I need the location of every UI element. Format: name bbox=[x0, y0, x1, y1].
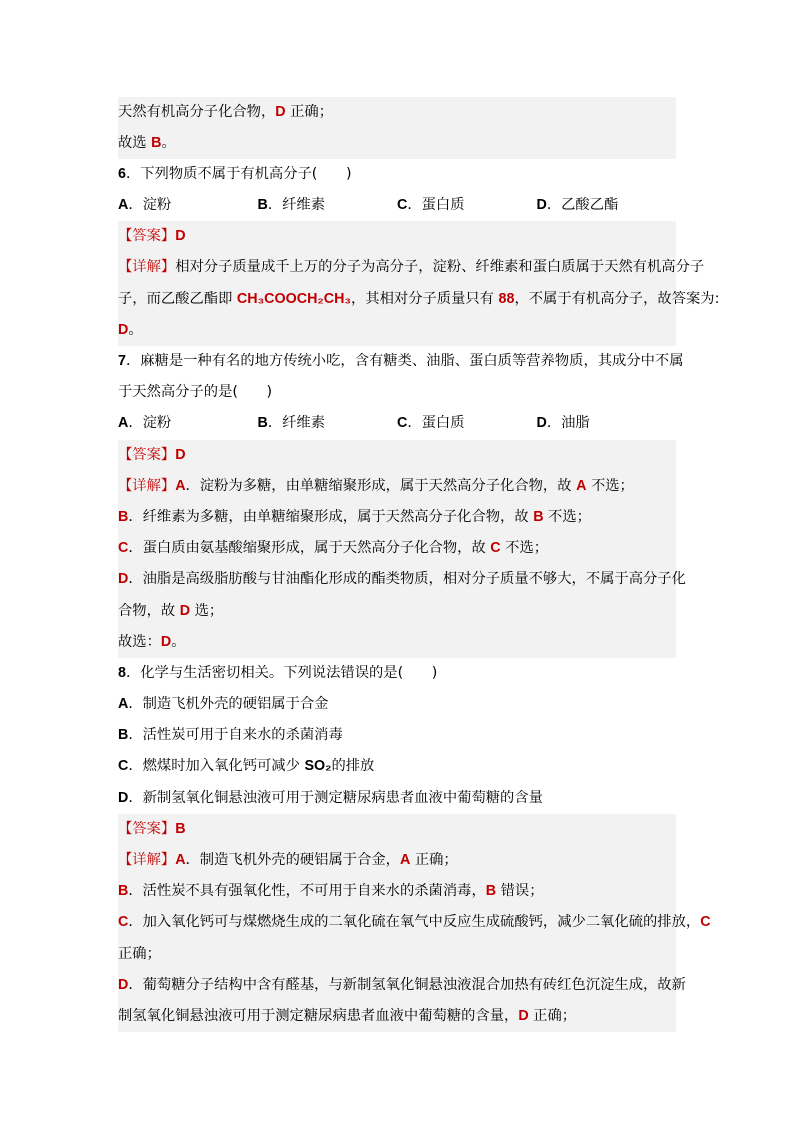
inline-letter: B bbox=[485, 883, 497, 900]
detail-text: 。 bbox=[128, 321, 143, 338]
detail-line bbox=[118, 97, 676, 128]
inline-letter: B bbox=[118, 508, 129, 525]
prev-answer-block bbox=[118, 97, 676, 159]
option-text: ．纤维素 bbox=[267, 415, 326, 432]
inline-letter: B bbox=[151, 134, 162, 151]
option-letter: C bbox=[118, 758, 129, 775]
detail-text: ．活性炭不具有强氧化性，不可用于自来水的杀菌消毒， bbox=[128, 883, 486, 900]
detail-text: ．蛋白质由氨基酸缩聚形成，属于天然高分子化合物，故 bbox=[128, 540, 491, 557]
detail-text: ．加入氧化钙可与煤燃烧生成的二氧化硫在氧气中反应生成硫酸钙，减少二氧化硫的排放， bbox=[128, 914, 701, 931]
formula: CH₃COOCH₂CH₃ bbox=[236, 290, 352, 307]
detail-text: 相对分子质量成千上万的分子为高分子，淀粉、纤维素和蛋白质属于天然有机高分子 bbox=[175, 259, 705, 276]
inline-letter: C bbox=[118, 914, 129, 931]
detail-text: ，其相对分子质量只有 bbox=[351, 290, 499, 307]
option-text: ．淀粉 bbox=[128, 415, 172, 432]
detail-line bbox=[118, 876, 676, 907]
detail-line bbox=[118, 564, 686, 595]
detail-line bbox=[118, 252, 705, 283]
option-c bbox=[397, 408, 537, 439]
question-text: ．麻糖是一种有名的地方传统小吃，含有糖类、油脂、蛋白质等营养物质，其成分中不属 bbox=[125, 353, 684, 369]
answer-line bbox=[118, 221, 676, 252]
option-text: ．蛋白质 bbox=[407, 415, 465, 432]
detail-text: 合物，故 bbox=[118, 602, 180, 619]
question-text: ．下列物质不属于有机高分子( ) bbox=[125, 165, 352, 182]
detail-text: 不选； bbox=[586, 477, 634, 494]
detail-line bbox=[118, 907, 711, 938]
inline-letter: A bbox=[576, 477, 587, 494]
q8-answer-block bbox=[118, 814, 711, 1032]
inline-letter: C bbox=[700, 914, 711, 931]
detail-text: 天然有机高分子化合物， bbox=[118, 103, 276, 120]
detail-line bbox=[118, 596, 676, 627]
option-a bbox=[118, 190, 258, 221]
detail-text: 正确； bbox=[118, 945, 161, 962]
q7-answer-block bbox=[118, 440, 686, 658]
answer-label: 【答案】 bbox=[118, 820, 176, 837]
detail-text: 不选； bbox=[543, 508, 591, 525]
answer-line bbox=[118, 440, 676, 471]
detail-line bbox=[118, 533, 676, 564]
option-a bbox=[118, 408, 258, 439]
q6-stem bbox=[118, 159, 676, 190]
option-c bbox=[397, 190, 537, 221]
detail-text: 正确； bbox=[285, 103, 334, 120]
number: 88 bbox=[498, 290, 515, 307]
conclusion-line bbox=[118, 627, 676, 658]
option-d bbox=[118, 783, 676, 814]
detail-line bbox=[118, 284, 720, 315]
answer-label: 【答案】 bbox=[118, 228, 176, 245]
option-d bbox=[537, 408, 677, 439]
answer-label: 【答案】 bbox=[118, 446, 176, 463]
q6-options bbox=[118, 190, 676, 221]
detail-text: 选； bbox=[190, 602, 224, 619]
option-text: ．淀粉 bbox=[128, 197, 172, 214]
question-number: 8 bbox=[118, 664, 126, 681]
option-text: ．活性炭可用于自来水的杀菌消毒 bbox=[128, 727, 343, 744]
inline-letter: B bbox=[533, 508, 544, 525]
inline-letter: D bbox=[275, 103, 286, 120]
option-letter: B bbox=[257, 197, 268, 214]
detail-text: ．油脂是高级脂肪酸与甘油酯化形成的酯类物质，相对分子质量不够大，不属于高分子化 bbox=[128, 571, 686, 588]
option-text: 的排放 bbox=[331, 758, 375, 775]
detail-label: 【详解】 bbox=[118, 259, 176, 276]
detail-line bbox=[118, 1001, 676, 1032]
detail-label: 【详解】 bbox=[118, 477, 176, 494]
option-c bbox=[118, 751, 676, 782]
option-letter: D bbox=[118, 789, 129, 806]
document-body bbox=[118, 97, 720, 1033]
detail-text: ，不属于有机高分子，故答案为: bbox=[514, 290, 720, 307]
detail-text: 正确； bbox=[410, 852, 458, 868]
question-text: ．化学与生活密切相关。下列说法错误的是( ) bbox=[125, 664, 438, 681]
detail-label: 【详解】 bbox=[118, 852, 176, 868]
option-letter: B bbox=[257, 415, 268, 432]
detail-text: 故选 bbox=[118, 134, 152, 151]
option-letter: B bbox=[118, 727, 129, 744]
inline-letter: C bbox=[118, 540, 129, 557]
option-text: ．制造飞机外壳的硬铝属于合金 bbox=[128, 696, 329, 713]
inline-letter: A bbox=[175, 477, 186, 494]
detail-line bbox=[118, 845, 676, 876]
detail-line bbox=[118, 939, 676, 970]
detail-text: 错误； bbox=[496, 883, 544, 900]
option-b bbox=[258, 190, 398, 221]
detail-line bbox=[118, 471, 676, 502]
option-text: ．燃煤时加入氧化钙可减少 bbox=[128, 758, 305, 775]
detail-text: ．淀粉为多糖，由单糖缩聚形成，属于天然高分子化合物，故 bbox=[185, 477, 577, 494]
detail-line bbox=[118, 502, 676, 533]
option-letter: C bbox=[397, 415, 408, 432]
question-text: 于天然高分子的是( ) bbox=[118, 384, 273, 401]
option-letter: A bbox=[118, 696, 129, 713]
option-b bbox=[118, 720, 676, 751]
option-letter: D bbox=[536, 197, 547, 214]
inline-letter: D bbox=[118, 321, 129, 338]
answer-letter: D bbox=[175, 228, 186, 245]
detail-text: 。 bbox=[161, 134, 176, 151]
option-text: ．新制氢氧化铜悬浊液可用于测定糖尿病患者血液中葡萄糖的含量 bbox=[128, 789, 543, 806]
detail-text: ．制造飞机外壳的硬铝属于合金， bbox=[185, 852, 400, 868]
q7-options bbox=[118, 408, 676, 439]
q7-stem-continued bbox=[118, 377, 676, 408]
answer-letter: D bbox=[175, 446, 186, 463]
inline-letter: A bbox=[399, 852, 411, 868]
formula: SO₂ bbox=[304, 758, 332, 775]
conclusion-line bbox=[118, 128, 676, 159]
inline-letter: C bbox=[490, 540, 501, 557]
detail-line bbox=[118, 970, 686, 1001]
option-letter: A bbox=[118, 415, 129, 432]
option-text: ．乙酸乙酯 bbox=[546, 197, 619, 214]
option-text: ．纤维素 bbox=[267, 197, 326, 214]
answer-line bbox=[118, 814, 676, 845]
question-number: 7 bbox=[118, 353, 126, 369]
detail-text: ．葡萄糖分子结构中含有醛基，与新制氢氧化铜悬浊液混合加热有砖红色沉淀生成，故新 bbox=[128, 976, 686, 993]
question-number: 6 bbox=[118, 165, 126, 182]
option-letter: D bbox=[536, 415, 547, 432]
detail-text: 不选； bbox=[500, 540, 549, 557]
option-letter: C bbox=[397, 197, 408, 214]
option-text: ．蛋白质 bbox=[407, 197, 465, 214]
inline-letter: D bbox=[160, 633, 172, 650]
option-b bbox=[258, 408, 398, 439]
detail-text: 。 bbox=[171, 633, 186, 650]
option-letter: A bbox=[118, 197, 129, 214]
inline-letter: A bbox=[175, 852, 186, 868]
inline-letter: D bbox=[518, 1007, 529, 1024]
option-a bbox=[118, 689, 676, 720]
inline-letter: D bbox=[118, 571, 129, 588]
detail-text: 故选： bbox=[118, 633, 161, 650]
q6-answer-block bbox=[118, 221, 720, 346]
q7-stem bbox=[118, 346, 684, 377]
detail-text: 子，而乙酸乙酯即 bbox=[118, 290, 237, 307]
option-d bbox=[537, 190, 677, 221]
q8-stem bbox=[118, 658, 676, 689]
inline-letter: B bbox=[118, 883, 129, 900]
option-text: ．油脂 bbox=[546, 415, 590, 432]
inline-letter: D bbox=[179, 602, 191, 619]
detail-text: 正确； bbox=[528, 1007, 577, 1024]
detail-text: 制氢氧化铜悬浊液可用于测定糖尿病患者血液中葡萄糖的含量， bbox=[118, 1007, 519, 1024]
detail-line bbox=[118, 315, 676, 346]
detail-text: ．纤维素为多糖，由单糖缩聚形成，属于天然高分子化合物，故 bbox=[128, 508, 534, 525]
answer-letter: B bbox=[175, 820, 186, 837]
inline-letter: D bbox=[118, 976, 129, 993]
